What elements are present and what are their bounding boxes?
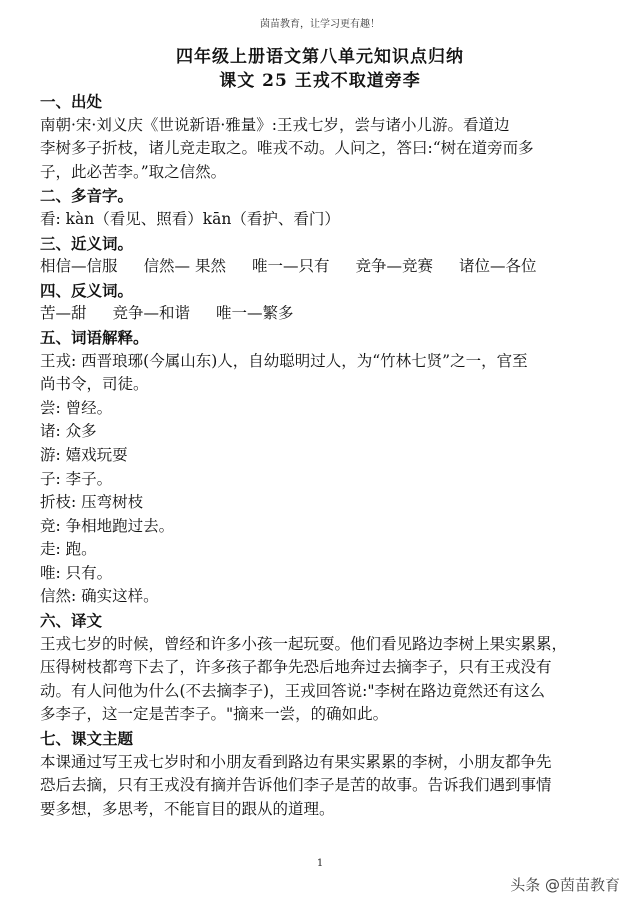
section-heading-definitions: 五、词语解释。	[40, 327, 149, 347]
translation-line: 王戎七岁的时候，曾经和许多小孩一起玩耍。他们看见路边李树上果实累累，	[40, 634, 568, 653]
section-heading-antonyms: 四、反义词。	[40, 280, 134, 300]
synonym-item: 竞争—竞赛	[355, 257, 433, 276]
synonym-item: 唯一—只有	[251, 257, 330, 276]
definition-item: 走: 跑。	[40, 540, 97, 559]
definition-line: 王戎: 西晋琅琊(今属山东)人，自幼聪明过人，为“竹林七贤”之一，官至	[40, 351, 528, 370]
section-heading-polyphone: 二、多音字。	[40, 186, 134, 206]
theme-line: 要多想，多思考，不能盲目的跟从的道理。	[40, 799, 335, 818]
translation-line: 压得树枝都弯下去了，许多孩子都争先恐后地奔过去摘李子，只有王戎没有	[40, 658, 552, 677]
translation-line: 多李子，这一定是苦李子。"摘来一尝，的确如此。	[40, 705, 389, 724]
definition-line: 尚书令，司徒。	[40, 375, 149, 394]
synonym-item: 相信—信服	[40, 257, 118, 276]
antonym-item: 苦—甜	[40, 304, 87, 323]
synonym-list	[40, 255, 620, 279]
theme-line: 恐后去摘，只有王戎没有摘并告诉他们李子是苦的故事。告诉我们遇到事情	[40, 776, 552, 795]
antonym-item: 唯一—繁多	[216, 304, 294, 323]
source-text-line: 子，此必苦李。”取之信然。	[40, 162, 227, 181]
section-heading-source: 一、出处	[40, 92, 103, 111]
section-heading-synonyms: 三、近义词。	[40, 233, 134, 253]
definition-item: 尝: 曾经。	[40, 398, 113, 417]
synonym-item: 信然— 果然	[143, 257, 226, 276]
definition-item: 信然: 确实这样。	[40, 587, 159, 606]
document-body	[40, 90, 620, 821]
definition-item: 游: 嬉戏玩耍	[40, 445, 128, 464]
page-header: 茵苗教育，让学习更有趣！	[260, 19, 380, 30]
source-text-line: 李树多子折枝，诸儿竞走取之。唯戎不动。人问之，答曰:“树在道旁而多	[40, 139, 534, 158]
page-number: 1	[316, 858, 324, 869]
definition-item: 诸: 众多	[40, 422, 97, 441]
watermark: 头条 @茵苗教育	[510, 876, 620, 894]
definition-item: 竞: 争相地跑过去。	[40, 516, 175, 535]
lesson-title: 课文 25 王戎不取道旁李	[219, 71, 421, 91]
polyphone-text: 看: kàn（看见、照看）kān（看护、看门）	[40, 209, 340, 228]
document-title: 四年级上册语文第八单元知识点归纳	[176, 47, 464, 67]
section-heading-translation: 六、译文	[40, 611, 103, 631]
antonym-list	[40, 302, 620, 326]
translation-line: 动。有人问他为什么(不去摘李子)，王戎回答说:"李树在路边竟然还有这么	[40, 681, 545, 700]
antonym-item: 竞争—和谐	[112, 304, 191, 323]
definition-item: 折枝: 压弯树枝	[40, 493, 144, 512]
definition-item: 子: 李子。	[40, 469, 113, 488]
synonym-item: 诸位—各位	[458, 257, 537, 276]
section-heading-theme: 七、课文主题	[40, 729, 134, 749]
definition-item: 唯: 只有。	[40, 563, 113, 582]
theme-line: 本课通过写王戎七岁时和小朋友看到路边有果实累累的李树，小朋友都争先	[40, 752, 552, 771]
source-text-line: 南朝·宋·刘义庆《世说新语·雅量》:王戎七岁，尝与诸小儿游。看道边	[40, 115, 510, 134]
